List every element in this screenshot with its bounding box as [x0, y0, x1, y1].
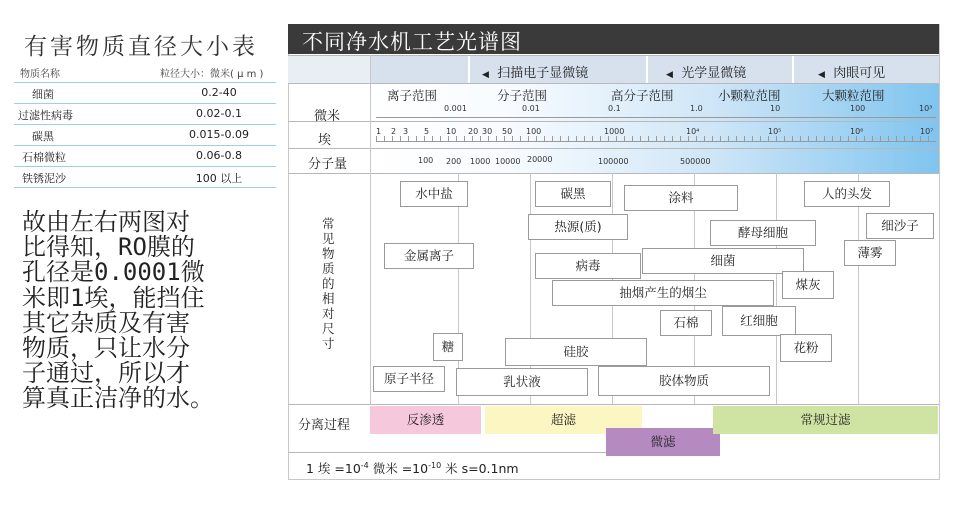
range-ion: 离子范围 [387, 88, 438, 103]
substance-asbestos: 石棉 [660, 310, 712, 336]
conclusion-text [22, 210, 267, 412]
header-name: 物质名称 [20, 69, 60, 80]
micron-tick: 1.0 [690, 104, 703, 113]
row-size: 0.06-0.8 [196, 149, 242, 162]
note-line: 故由左右两图对 [22, 208, 190, 236]
micron-tick: 10 [770, 104, 781, 113]
mw-tick: 1000 [470, 157, 491, 166]
micron-axis [376, 117, 936, 118]
mw-tick: 200 [446, 157, 462, 166]
naked-eye-text: 肉眼可见 [833, 66, 886, 81]
angstrom-tick: 3 [403, 127, 409, 136]
left-arrow-icon: ◀ [482, 70, 489, 80]
substance-emulsion: 乳状液 [456, 368, 588, 396]
row-label-angstrom: 埃 [318, 133, 332, 148]
micron-tick: 10³ [919, 104, 933, 113]
substance-atomic-radius: 原子半径 [373, 366, 445, 392]
grid-line [288, 121, 939, 122]
substance-silica-gel: 硅胶 [505, 338, 647, 366]
angstrom-tick: 10⁶ [850, 127, 864, 136]
substance-pyrogen: 热源(质) [528, 214, 628, 240]
mw-tick: 10000 [495, 157, 521, 166]
mw-tick: 500000 [680, 157, 711, 166]
substance-mist: 薄雾 [844, 240, 896, 266]
sem-label [482, 62, 588, 81]
naked-eye-label [818, 62, 885, 81]
row-name: 过滤性病毒 [18, 109, 73, 122]
grid-line [288, 404, 939, 405]
guide-line [858, 173, 859, 404]
unit-footnote [306, 459, 519, 477]
table-row [14, 83, 276, 104]
substance-yeast-cell: 酵母细胞 [710, 220, 816, 246]
footnote-part: 微米 =10 [368, 461, 429, 476]
note-line: 子通过，所以才 [22, 359, 190, 388]
guide-line [776, 173, 777, 404]
substance-sugar: 糖 [433, 333, 463, 361]
grid-line [288, 173, 939, 174]
angstrom-tick: 10⁵ [768, 127, 782, 136]
sem-text: 扫描电子显微镜 [497, 66, 589, 81]
angstrom-tick: 10 [446, 127, 457, 136]
table-header [14, 62, 276, 83]
substance-smoke-dust: 抽烟产生的烟尘 [552, 280, 774, 306]
row-size: 100 以上 [195, 172, 243, 185]
micron-tick: 0.001 [444, 104, 467, 113]
micron-tick: 100 [850, 104, 866, 113]
substance-water-salt: 水中盐 [400, 181, 468, 207]
size-table [14, 62, 276, 188]
substance-carbon-black: 碳黑 [535, 181, 611, 207]
row-label-micron: 微米 [314, 109, 341, 124]
angstrom-tick: 5 [424, 127, 430, 136]
footnote-exponent: -10 [428, 460, 442, 470]
header-size: 粒径大小：微米( μ m ) [160, 69, 264, 80]
note-line: 算真正洁净的水。 [22, 384, 214, 413]
label-column-divider [370, 55, 371, 405]
band-divider [468, 56, 470, 83]
mw-tick: 100000 [598, 157, 629, 166]
angstrom-minor-ticks [376, 136, 936, 142]
optical-label [666, 62, 746, 81]
band-divider [792, 56, 794, 83]
substance-pollen: 花粉 [780, 334, 832, 362]
angstrom-tick: 50 [502, 127, 513, 136]
footnote-part: 米 s=0.1nm [441, 461, 519, 476]
substance-fine-sand: 细沙子 [866, 213, 934, 239]
process-microfiltration: 微滤 [606, 428, 720, 456]
left-title: 有害物质直径大小表 [24, 34, 258, 60]
angstrom-tick: 10⁷ [920, 127, 934, 136]
range-small-particle: 小颗粒范围 [718, 88, 781, 103]
left-arrow-icon: ◀ [666, 70, 673, 80]
note-line: 物质，只让水分 [22, 334, 190, 363]
table-row [14, 146, 276, 167]
mw-tick: 20000 [527, 155, 553, 164]
range-molecular: 分子范围 [497, 88, 548, 103]
process-reverse-osmosis: 反渗透 [370, 406, 481, 434]
chart-title: 不同净水机工艺光谱图 [302, 30, 522, 54]
angstrom-tick: 100 [526, 127, 542, 136]
row-size: 0.2-40 [201, 86, 237, 99]
angstrom-tick: 20 [468, 127, 479, 136]
footnote-exponent: -4 [360, 460, 369, 470]
substance-coal-ash: 煤灰 [782, 271, 834, 299]
grid-line [288, 452, 606, 453]
note-line: 其它杂质及有害 [22, 308, 190, 337]
angstrom-tick: 2 [391, 127, 397, 136]
substance-bacteria: 细菌 [642, 248, 804, 274]
microscope-band-left [288, 56, 370, 83]
row-name: 碳黑 [32, 130, 54, 143]
row-name: 细菌 [32, 88, 54, 101]
angstrom-tick: 1000 [604, 127, 625, 136]
table-row [14, 167, 276, 188]
angstrom-tick: 1 [376, 127, 382, 136]
range-macromolecular: 高分子范围 [611, 88, 674, 103]
grid-line [288, 55, 939, 56]
substance-colloid: 胶体物质 [598, 366, 770, 396]
mw-tick: 100 [418, 156, 434, 165]
note-line: 比得知，RO膜的 [22, 233, 195, 262]
grid-line [288, 83, 939, 84]
row-label-molweight: 分子量 [308, 157, 348, 172]
process-conventional-filtration: 常规过滤 [713, 406, 938, 434]
process-ultrafiltration: 超滤 [485, 406, 642, 434]
grid-line [288, 148, 939, 149]
row-size: 0.015-0.09 [189, 128, 249, 141]
range-large-particle: 大颗粒范围 [822, 88, 885, 103]
substance-paint: 涂料 [624, 185, 738, 211]
row-name: 石棉微粒 [22, 151, 66, 164]
angstrom-tick: 30 [482, 127, 493, 136]
substance-human-hair: 人的头发 [804, 181, 890, 207]
substance-virus: 病毒 [535, 253, 641, 279]
row-label-common-sizes: 常见物质的相对尺寸 [322, 216, 335, 351]
micron-tick: 0.1 [608, 104, 621, 113]
band-divider [646, 56, 648, 83]
table-row [14, 125, 276, 146]
left-arrow-icon: ◀ [818, 70, 825, 80]
chart-title-bar [288, 24, 939, 54]
micron-tick: 0.01 [522, 104, 540, 113]
note-line: 米即1埃，能挡住 [22, 283, 205, 312]
row-label-process: 分离过程 [298, 418, 351, 433]
row-size: 0.02-0.1 [196, 107, 242, 120]
table-row [14, 104, 276, 125]
substance-red-blood-cell: 红细胞 [722, 306, 796, 336]
note-line: 孔径是0.0001微 [22, 258, 205, 287]
optical-text: 光学显微镜 [681, 66, 747, 81]
substance-metal-ion: 金属离子 [384, 243, 474, 269]
footnote-part: 1 埃 =10 [306, 461, 361, 476]
row-name: 铁锈泥沙 [22, 172, 66, 185]
angstrom-tick: 10⁴ [686, 127, 700, 136]
